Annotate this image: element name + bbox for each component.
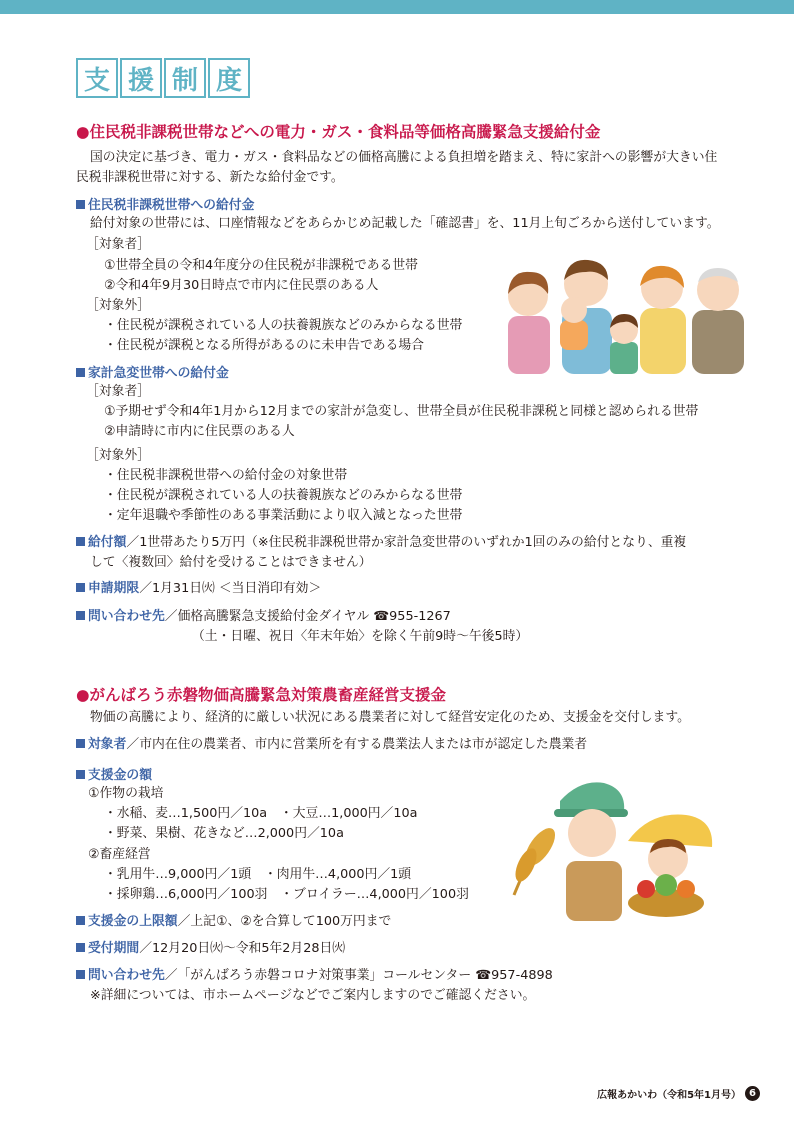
- amount-text-1: ／1世帯あたり5万円（※住民税非課税世帯か家計急変世帯のいずれか1回のみの給付となり、重複: [126, 535, 687, 550]
- subsection-a-text: 給付対象の世帯には、口座情報などをあらかじめ記載した「確認書」を、11月上旬ごろから送付しています。: [90, 216, 720, 231]
- square-bullet-icon: [76, 583, 85, 592]
- top-color-bar: [0, 0, 794, 14]
- a-exclusion-label: ［対象外］: [86, 298, 150, 313]
- livestock-line-1: ・乳用牛…9,000円／1頭 ・肉用牛…4,000円／1頭: [104, 867, 412, 882]
- details-note: ※詳細については、市ホームページなどでご案内しますのでご確認ください。: [90, 988, 536, 1003]
- title-char: 度: [208, 58, 250, 98]
- limit-row: [76, 912, 391, 932]
- page-title: [76, 58, 252, 98]
- square-bullet-icon: [76, 611, 85, 620]
- title-char: 支: [76, 58, 118, 98]
- b-target-item-2: ②申請時に市内に住民票のある人: [104, 424, 295, 439]
- b-exclusion-item-1: ・住民税非課税世帯への給付金の対象世帯: [104, 468, 348, 483]
- square-bullet-icon: [76, 368, 85, 377]
- subsection-b-title-text: 家計急変世帯への給付金: [88, 366, 229, 381]
- section2-intro: 物価の高騰により、経済的に厳しい状況にある農業者に対して経営安定化のため、支援金を交付します。: [90, 710, 690, 725]
- contact2-label: 問い合わせ先: [88, 968, 165, 983]
- contact2-text: ／「がんばろう赤磐コロナ対策事業」コールセンター ☎957-4898: [164, 968, 553, 983]
- contact1-label: 問い合わせ先: [88, 609, 165, 624]
- farmers-illustration: [500, 775, 720, 925]
- s2-target-text: ／市内在住の農業者、市内に営業所を有する農業法人または市が認定した農業者: [126, 737, 588, 752]
- a-target-item-1: ①世帯全員の令和4年度分の住民税が非課税である世帯: [104, 258, 418, 273]
- subsection-a-title-text: 住民税非課税世帯への給付金: [88, 198, 255, 213]
- b-exclusion-label: ［対象外］: [86, 448, 150, 463]
- limit-text: ／上記①、②を合算して100万円まで: [177, 914, 392, 929]
- family-illustration: [500, 250, 750, 375]
- square-bullet-icon: [76, 916, 85, 925]
- amount-label: 給付額: [88, 535, 127, 550]
- contact1-text: ／価格高騰緊急支援給付金ダイヤル ☎955-1267: [164, 609, 451, 624]
- subsection-a-title: [76, 194, 254, 213]
- deadline-text: ／1月31日㈫ ＜当日消印有効＞: [139, 581, 322, 596]
- square-bullet-icon: [76, 537, 85, 546]
- deadline-row: [76, 579, 321, 599]
- b-target-item-1: ①予期せず令和4年1月から12月までの家計が急変し、世帯全員が住民税非課税と同様と認められる世帯: [104, 404, 699, 419]
- a-exclusion-item-2: ・住民税が課税となる所得があるのに未申告である場合: [104, 338, 424, 353]
- square-bullet-icon: [76, 970, 85, 979]
- subsection-b-title: [76, 362, 229, 381]
- square-bullet-icon: [76, 739, 85, 748]
- s2-target-label: 対象者: [88, 737, 127, 752]
- period-label: 受付期間: [88, 941, 140, 956]
- section1-heading: ●住民税非課税世帯などへの電力・ガス・食料品等価格高騰緊急支援給付金: [76, 123, 601, 141]
- square-bullet-icon: [76, 200, 85, 209]
- section1-intro-line1: 国の決定に基づき、電力・ガス・食料品などの価格高騰による負担増を踏まえ、特に家計への影響が大きい住: [90, 150, 718, 165]
- page-number: 6: [745, 1086, 760, 1101]
- b-target-label: ［対象者］: [86, 384, 150, 399]
- section1-intro-line2: 民税非課税世帯に対する、新たな給付金です。: [76, 170, 344, 185]
- period-text: ／12月20日㈫～令和5年2月28日㈫: [139, 941, 346, 956]
- b-exclusion-item-2: ・住民税が課税されている人の扶養親族などのみからなる世帯: [104, 488, 463, 503]
- period-row: [76, 939, 345, 959]
- a-target-label: ［対象者］: [86, 237, 150, 252]
- deadline-label: 申請期限: [88, 581, 140, 596]
- amount-text-2: して〈複数回〉給付を受けることはできません）: [90, 555, 372, 570]
- crop-line-1: ・水稲、麦…1,500円／10a ・大豆…1,000円／10a: [104, 806, 418, 821]
- section2-heading: ●がんばろう赤磐物価高騰緊急対策農畜産経営支援金: [76, 686, 447, 704]
- publication-name: 広報あかいわ（令和5年1月号）: [597, 1090, 741, 1101]
- livestock-title: ②畜産経営: [88, 847, 151, 862]
- amount-row: [76, 533, 686, 553]
- contact2-row: [76, 966, 553, 986]
- a-target-item-2: ②令和4年9月30日時点で市内に住民票のある人: [104, 278, 379, 293]
- s2-target-row: [76, 735, 587, 755]
- s2-amount-title: [76, 764, 152, 783]
- a-exclusion-item-1: ・住民税が課税されている人の扶養親族などのみからなる世帯: [104, 318, 463, 333]
- crop-title: ①作物の栽培: [88, 786, 164, 801]
- square-bullet-icon: [76, 943, 85, 952]
- page-footer: [597, 1086, 760, 1101]
- contact1-row: [76, 607, 451, 627]
- crop-line-2: ・野菜、果樹、花きなど…2,000円／10a: [104, 826, 344, 841]
- livestock-line-2: ・採卵鶏…6,000円／100羽 ・ブロイラー…4,000円／100羽: [104, 887, 469, 902]
- s2-amount-title-text: 支援金の額: [88, 768, 152, 783]
- contact1-hours: （土・日曜、祝日〈年末年始〉を除く午前9時～午後5時）: [192, 629, 529, 644]
- title-char: 援: [120, 58, 162, 98]
- b-exclusion-item-3: ・定年退職や季節性のある事業活動により収入減となった世帯: [104, 508, 463, 523]
- title-char: 制: [164, 58, 206, 98]
- limit-label: 支援金の上限額: [88, 914, 178, 929]
- square-bullet-icon: [76, 770, 85, 779]
